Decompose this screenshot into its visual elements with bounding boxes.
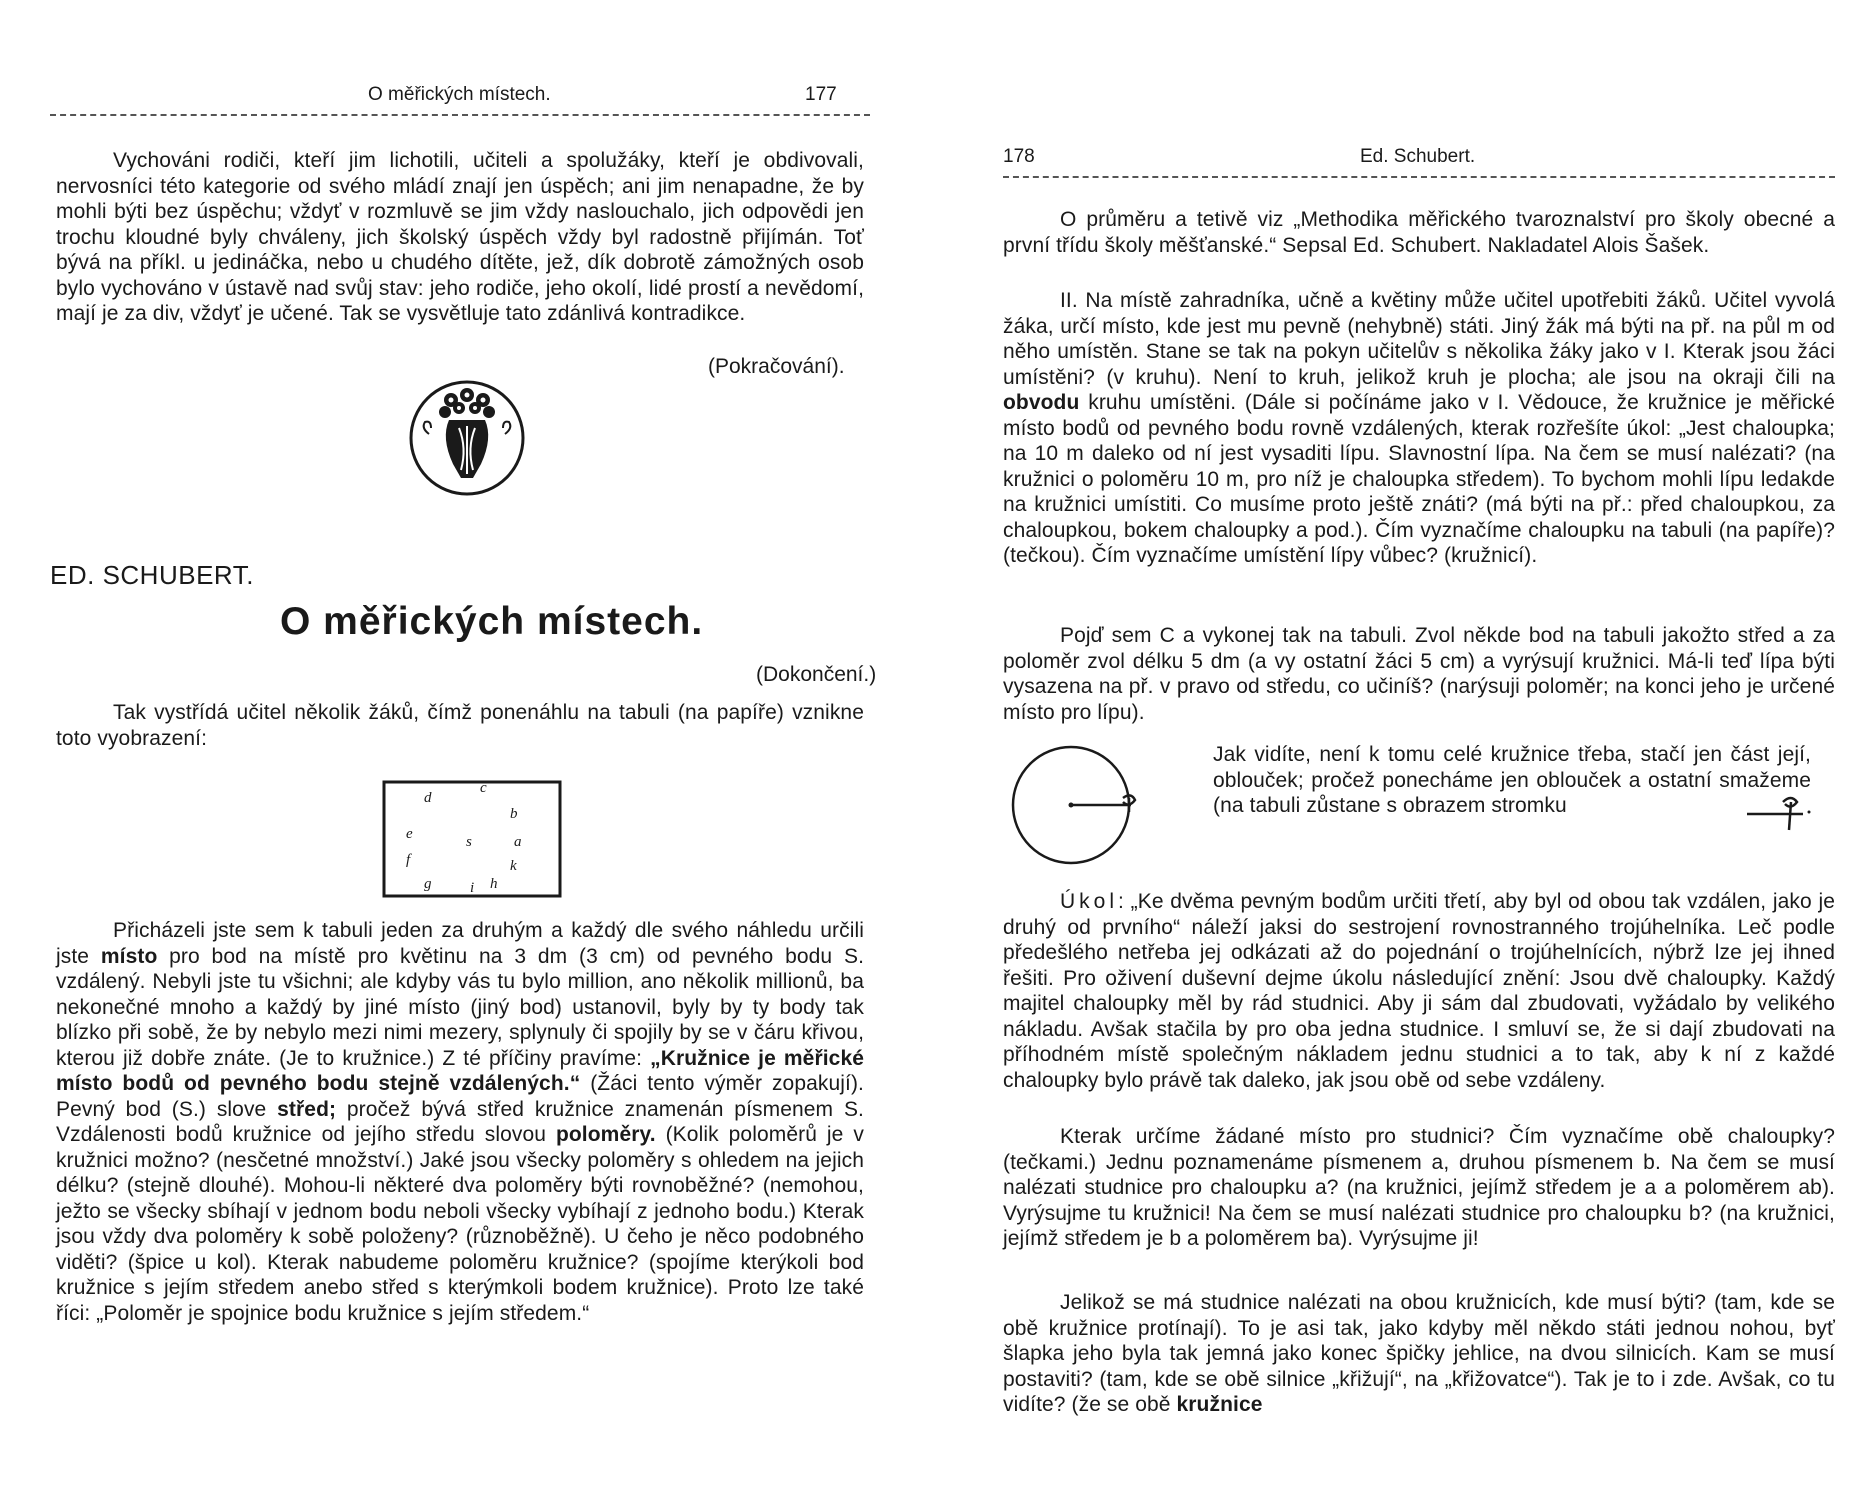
paragraph-jelikoz: Jelikož se má studnice nalézati na obou kružnicích, kde musí býti? (tam, kde se obě kružnice protínají). To je asi tak, jako kdyby měl někdo státi jednou nohou, byť šlapka jeho byla tak jemná jako konec špičky jehlice, na dvou silnicích. Kam se musí postaviti? (tam, kde se obě silnice „křižují“, na „křižovatce“). Tak je to i zde. Avšak, co tu vidíte? (že se obě kružnice: [1003, 1291, 1835, 1416]
article-title: O měřických místech.: [280, 600, 704, 643]
left-page: [50, 0, 877, 1500]
left-header-title: O měřických místech.: [368, 84, 551, 105]
left-page-number: 177: [805, 84, 837, 105]
paragraph-pojd: Pojď sem C a vykonej tak na tabuli. Zvol někde bod na tabuli jakožto střed a za poloměr zvol délku 5 dm (a vy ostatní žáci 5 cm) a vyrýsují kružnici. Má-li teď lípa býti vysazena na př. v pravo od středu, co učiníš? (narýsuji poloměr; na konci jeho je určené místo pro lípu).: [1003, 624, 1835, 724]
right-running-header: [1003, 146, 1835, 176]
tree-symbol-figure: [1743, 790, 1813, 835]
vase-ornament: [407, 378, 527, 498]
figure-letter-f: f: [406, 852, 411, 868]
figure-letter-s: s: [466, 834, 472, 850]
right-header-title: Ed. Schubert.: [1360, 146, 1476, 167]
figure-letter-e: e: [406, 826, 413, 842]
paragraph-kterak: Kterak určíme žádané místo pro studnici? Čím vyznačíme obě chaloupky? (tečkami.) Jednu poznamenáme písmenem a, druhou písmenem b. Na čem se musí nalézati studnice pro chaloupku a? (na kružnici, jejímž středem je a a poloměrem ab). Vyrýsujme tu kružnici! Na čem se musí nalézati studnice pro chaloupku b? (na kružnici, jejímž středem je b a poloměrem ba). Vyrýsujme ji!: [1003, 1125, 1835, 1250]
figure-letter-a: a: [514, 834, 522, 850]
figure-letter-b: b: [510, 806, 518, 822]
right-page: [1003, 0, 1835, 1500]
figure-letter-h: h: [490, 876, 498, 892]
figure-letter-i: i: [470, 880, 475, 896]
figure-letter-k: k: [510, 858, 517, 874]
board-figure: [382, 780, 562, 898]
paragraph-jak: Jak vidíte, není k tomu celé kružnice třeba, stačí jen část její, oblouček; pročež ponecháme jen oblouček a ostatní smažeme (na tabuli zůstane s obrazem stromku: [1213, 743, 1811, 817]
left-running-header: [50, 84, 870, 114]
paragraph-ukol: Úkol: „Ke dvěma pevným bodům určiti třetí, aby byl od obou tak vzdálen, jako je druhý od prvního“ náleží jaksi do sestrojení rovnostranného trojúhelníka. Leč podle předešlého netřeba jej odkázati až do pojednání o trojúhelnících, nýbrž lze jej ihned řešiti. Pro oživení duševní dejme úkolu následující znění: Jsou dvě chaloupky. Každý majitel chaloupky měl by rád studnici. Aby ji sám dal zbudovati, vyžádalo by velikého nákladu. Avšak stačila by pro oba jedna studnice. I smluví se, že si dají zbudovati na příhodném místě společným nákladem jednu studnici a to tak, aby k ní z každé chaloupky bylo právě tak daleko, jak jsou obě od sebe vzdáleny.: [1003, 890, 1835, 1092]
right-page-number: 178: [1003, 146, 1035, 167]
right-header-rule: [1003, 176, 1835, 178]
circle-radius-figure: [1011, 740, 1151, 870]
paragraph-prumeru: O průměru a tetivě viz „Methodika měřického tvaroznalství pro školy obecné a první třídu školy měšťanské.“ Sepsal Ed. Schubert. Nakladatel Alois Šašek.: [1003, 208, 1835, 257]
paragraph-ii: II. Na místě zahradníka, učně a květiny může učitel upotřebiti žáků. Učitel vyvolá žáka, určí místo, kde jest mu pevně (nehybně) státi. Jiný žák má býti na př. na půl m od něho umístěn. Stane se tak na pokyn učitelův s několika žáky jako v I. Kterak jsou žáci umístěni? (v kruhu). Není to kruh, jelikož kruh je plocha; ale jsou na okraji čili na obvodu kruhu umístěni. (Dále si počínáme jako v I. Vědouce, že kružnice je měřické místo bodů od pevného bodu rovně vzdálených, kterak rozřešíte úkol: „Jest chaloupka; na 10 m daleko od ní jest vysaditi lípu. Slavnostní lípa. Na čem se musí nalézati? (na kružnici o poloměru 10 m, pro níž je chaloupka středem). To bychom mohli lípu ledakde na kružnici umístiti. Co musíme proto ještě znáti? (má býti na př.: před chaloupkou, za chaloupkou, bokem chaloupky a pod.). Čím vyznačíme chaloupku na tabuli (na papíře)? (tečkou). Čím vyznačíme umístění lípy vůbec? (kružnicí).: [1003, 289, 1835, 567]
continuation-note: (Pokračování).: [708, 355, 845, 378]
figure-letter-c: c: [480, 780, 487, 796]
paragraph-tak: Tak vystřídá učitel několik žáků, čímž ponenáhlu na tabuli (na papíře) vznikne toto vyobrazení:: [56, 701, 864, 750]
paragraph-prichazeli: Přicházeli jste sem k tabuli jeden za druhým a každý dle svého náhledu určili jste místo pro bod na místě pro květinu na 3 dm (3 cm) od pevného bodu S. vzdálený. Nebyli jste tu všichni; ale kdyby vás tu bylo million, ano několik millionů, ba nekonečné mnoho a každý by jiné místo (jiný bod) ustanovil, byly by ty body tak blízko při sobě, že by nebylo mezi nimi mezery, splynuly či spojily by se v čáru křivou, kterou již dobře znáte. (Je to kružnice.) Z té příčiny pravíme: „Kružnice je měřické místo bodů od pevného bodu stejně vzdálených.“ (Žáci tento výměr zopakují). Pevný bod (S.) slove střed; pročež bývá střed kružnice znamenán písmenem S. Vzdálenosti bodů kružnice od jejího středu slovou poloměry. (Kolik poloměrů je v kružnici možno? (nesčetné množství.) Jaké jsou všecky poloměry s ohledem na jejich délku? (stejně dlouhé). Mohou-li některé dva poloměry býti rovnoběžné? (nemohou, ježto se všecky sbíhají v jednom bodu neboli všecky vybíhají z jednoho bodu.) Kterak jsou vždy dva poloměry k sobě položeny? (různoběžně). U čeho je něco podobného viděti? (špice u kol). Kterak nabudeme poloměru kružnice? (spojíme kterýkoli bod kružnice s jejím středem anebo střed s kterýmkoli bodem kružnice). Proto lze také říci: „Poloměr je spojnice bodu kružnice s jejím středem.“: [56, 919, 865, 1325]
figure-letter-d: d: [424, 790, 432, 806]
figure-letter-g: g: [424, 876, 432, 892]
intro-paragraph: Vychováni rodiči, kteří jim lichotili, učiteli a spolužáky, kteří je obdivovali, nervosníci této kategorie od svého mládí znají jen úspěch; ani jim nenapadne, že by mohli býti bez úspěchu; vždyť v rozmluvě se jim vždy naslouchalo, jich odpovědi jen trochu kloudné byly chváleny, jich školský úspěch vždy byl radostně přijímán. Toť bývá na příkl. u jedináčka, nebo u chudého dítěte, jež, dík dobrotě zámožných osob bylo vychováno v ústavě nad svůj stav: jeho rodiče, jeho okolí, lidé prostí a nevědomí, mají je za div, vždyť je učené. Tak se vysvětluje tato zdánlivá kontradikce.: [56, 149, 864, 325]
left-header-rule: [50, 114, 870, 116]
author-name: ED. SCHUBERT.: [50, 560, 254, 590]
conclusion-note: (Dokončení.): [756, 663, 877, 686]
